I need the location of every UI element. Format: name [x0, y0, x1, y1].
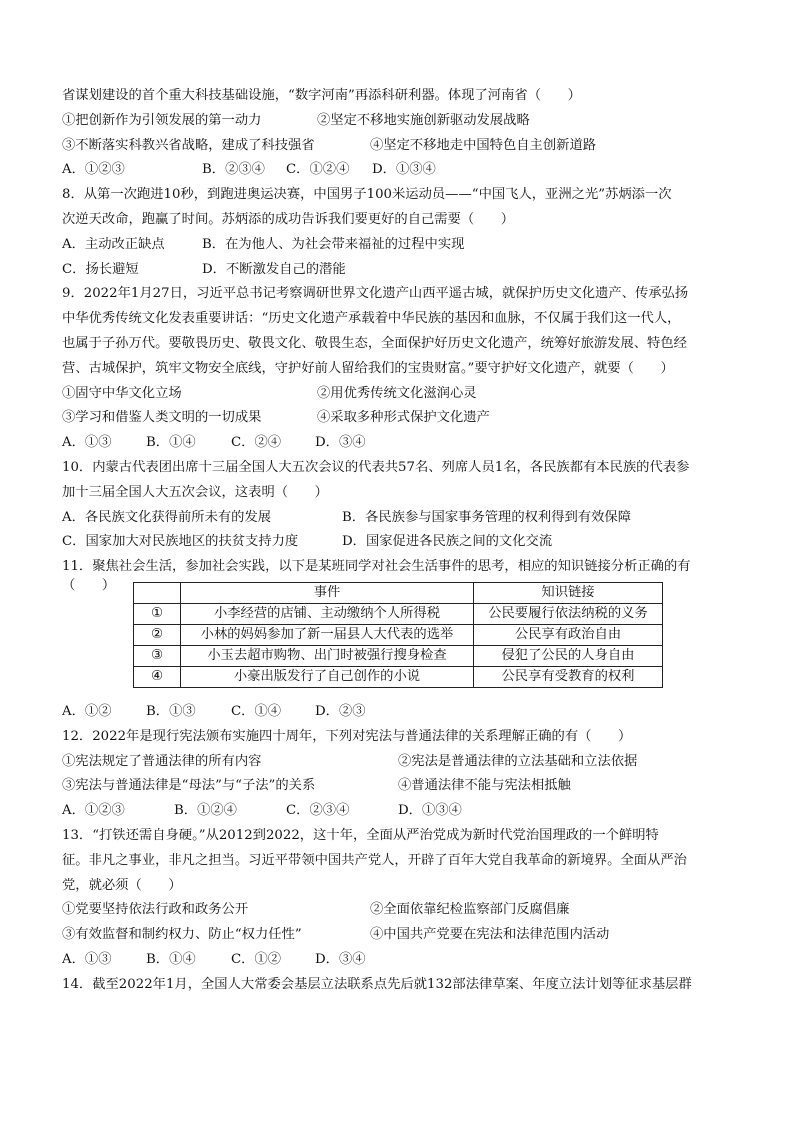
- choice-b: B．①②④: [174, 803, 237, 819]
- knowledge-table: [133, 582, 663, 688]
- choice-c: C．②④: [231, 435, 282, 451]
- question-14-stem: 14．截至2022年1月，全国人大常委会基层立法联系点先后就132部法律草案、年度立法计划等征求基层群: [62, 976, 692, 992]
- question-12-choices: [62, 799, 734, 824]
- table-row: [134, 624, 663, 645]
- choice-d: D．③④: [315, 435, 366, 451]
- statement: ②用优秀传统文化滋润心灵: [317, 385, 477, 401]
- choice-b: B．各民族参与国家事务管理的权利得到有效保障: [342, 509, 632, 525]
- choice-c: C．扬长避短: [62, 261, 139, 277]
- statement: ②坚定不移地实施创新驱动发展战略: [317, 112, 530, 128]
- choice-d: D．②③: [315, 703, 366, 719]
- statement: ④采取多种形式保护文化遗产: [317, 410, 490, 426]
- statement: ①把创新作为引领发展的第一动力: [62, 112, 262, 128]
- statement: ④中国共产党要在宪法和法律范围内活动: [370, 927, 610, 943]
- question-9-choices: [62, 431, 734, 456]
- question-13-statements-1: [62, 898, 734, 923]
- choice-c: C．①④: [231, 703, 282, 719]
- statement: ③不断落实科教兴省战略，建成了科技强省: [62, 137, 315, 153]
- question-11-stem: 11．聚焦社会生活，参加社会实践，以下是某班同学对社会生活事件的思考，相应的知识链接分析正确的有: [62, 559, 691, 575]
- question-13-stem: 党，就必须（ ）: [62, 877, 182, 893]
- question-10-choices: [62, 530, 734, 555]
- statement: ③宪法与普通法律是“母法”与“子法”的关系: [62, 778, 316, 794]
- question-7-statements-2: [62, 134, 734, 159]
- choice-a: A．①③: [62, 435, 112, 451]
- question-10-stem: 加十三届全国人大五次会议，这表明（ ）: [62, 484, 328, 500]
- choice-c: C．①②④: [286, 162, 350, 178]
- question-9-stem: 也属于子孙万代。要敬畏历史、敬畏文化、敬畏生态，全面保护好历史文化遗产，统筹好旅游发展、特色经: [62, 335, 687, 351]
- question-10-stem: 10．内蒙古代表团出席十三届全国人大五次会议的代表共57名、列席人员1名，各民族都有本民族的代表参: [62, 459, 690, 475]
- table-cell: ①: [134, 603, 181, 624]
- choice-d: D．①③④: [398, 803, 462, 819]
- question-9-stem: 9．2022年1月27日，习近平总书记考察调研世界文化遗产山西平遥古城，就保护历史文化遗产、传承弘扬: [62, 286, 689, 302]
- table-cell: 公民享有政治自由: [474, 624, 663, 645]
- choice-c: C．②③④: [286, 803, 350, 819]
- table-cell: 小林的妈妈参加了新一届县人大代表的选举: [181, 624, 474, 645]
- question-9-stem: 中华优秀传统文化发表重要讲话：“历史文化遗产承载着中华民族的基因和血脉，不仅属于我们这一代人，: [62, 311, 681, 327]
- choice-d: D．③④: [315, 951, 366, 967]
- choice-a: A．①③: [62, 951, 112, 967]
- question-8-choices: [62, 258, 734, 283]
- statement: ③有效监督和制约权力、防止“权力任性”: [62, 927, 302, 943]
- statement: ①党要坚持依法行政和政务公开: [62, 902, 249, 918]
- table-cell: ③: [134, 645, 181, 666]
- table-header-cell: [134, 582, 181, 603]
- table-header-cell: 知识链接: [474, 582, 663, 603]
- choice-d: D．国家促进各民族之间的文化交流: [342, 534, 553, 550]
- exam-page: [62, 84, 734, 998]
- table-cell: 公民要履行依法纳税的义务: [474, 603, 663, 624]
- question-9-stem: 营、古城保护，筑牢文物安全底线，守护好前人留给我们的宝贵财富。”要守护好文化遗产，就要（ ）: [62, 360, 674, 376]
- question-11-table-area: [62, 577, 734, 700]
- choice-b: B．②③④: [202, 162, 265, 178]
- table-row: [134, 645, 663, 666]
- choice-c: C．国家加大对民族地区的扶贫支持力度: [62, 534, 299, 550]
- choice-a: A．①②③: [62, 162, 125, 178]
- question-10-choices: [62, 506, 734, 531]
- choice-b: B．①④: [146, 951, 196, 967]
- question-8-stem: 8．从第一次跑进10秒，到跑进奥运决赛，中国男子100米运动员——“中国飞人，亚洲之光”苏炳添一次: [62, 187, 672, 203]
- question-12-statements-2: [62, 774, 734, 799]
- choice-d: D．①③④: [372, 162, 436, 178]
- statement: ②宪法是普通法律的立法基础和立法依据: [398, 753, 638, 769]
- table-header-cell: 事件: [181, 582, 474, 603]
- table-row: [134, 666, 663, 687]
- statement: ③学习和借鉴人类文明的一切成果: [62, 410, 262, 426]
- statement: ④坚定不移地走中国特色自主创新道路: [370, 137, 597, 153]
- choice-a: A．①②③: [62, 803, 125, 819]
- question-13-stem: 13．“打铁还需自身硬。”从2012到2022，这十年，全面从严治党成为新时代党治国理政的一个鲜明特: [62, 827, 659, 843]
- question-8-stem: 次逆天改命，跑赢了时间。苏炳添的成功告诉我们要更好的自己需要（ ）: [62, 211, 515, 227]
- question-13-stem: 征。非凡之事业，非凡之担当。习近平带领中国共产党人，开辟了百年大党自我革命的新境界。全面从严治: [62, 852, 687, 868]
- question-7-statements-1: [62, 109, 734, 134]
- question-12-statements-1: [62, 750, 734, 775]
- statement: ①宪法规定了普通法律的所有内容: [62, 753, 262, 769]
- question-7-stem: 省谋划建设的首个重大科技基础设施，“数字河南”再添科研利器。体现了河南省（ ）: [62, 88, 581, 103]
- table-header-row: [134, 582, 663, 603]
- question-13-choices: [62, 948, 734, 973]
- question-11-stem-paren: （ ）: [62, 577, 116, 593]
- table-cell: 小豪出版发行了自己创作的小说: [181, 666, 474, 687]
- choice-b: B．在为他人、为社会带来福祉的过程中实现: [202, 236, 465, 252]
- table-row: [134, 603, 663, 624]
- choice-c: C．①②: [231, 951, 282, 967]
- choice-b: B．①④: [146, 435, 196, 451]
- question-9-statements-2: [62, 406, 734, 431]
- table-cell: ④: [134, 666, 181, 687]
- question-11-choices: [62, 700, 734, 725]
- question-9-statements-1: [62, 382, 734, 407]
- choice-a: A．主动改正缺点: [62, 236, 165, 252]
- choice-a: A．各民族文化获得前所未有的发展: [62, 509, 272, 525]
- statement: ①固守中华文化立场: [62, 385, 182, 401]
- table-cell: ②: [134, 624, 181, 645]
- choice-a: A．①②: [62, 703, 112, 719]
- table-cell: 公民享有受教育的权利: [474, 666, 663, 687]
- table-cell: 侵犯了公民的人身自由: [474, 645, 663, 666]
- question-7-choices: [62, 158, 734, 183]
- question-8-choices: [62, 233, 734, 258]
- statement: ②全面依靠纪检监察部门反腐倡廉: [370, 902, 570, 918]
- table-cell: 小李经营的店铺、主动缴纳个人所得税: [181, 603, 474, 624]
- question-12-stem: 12．2022年是现行宪法颁布实施四十周年，下列对宪法与普通法律的关系理解正确的有（ ）: [62, 728, 632, 744]
- choice-b: B．①③: [146, 703, 196, 719]
- statement: ④普通法律不能与宪法相抵触: [398, 778, 571, 794]
- question-13-statements-2: [62, 923, 734, 948]
- table-cell: 小玉去超市购物、出门时被强行搜身检查: [181, 645, 474, 666]
- choice-d: D．不断激发自己的潜能: [202, 261, 346, 277]
